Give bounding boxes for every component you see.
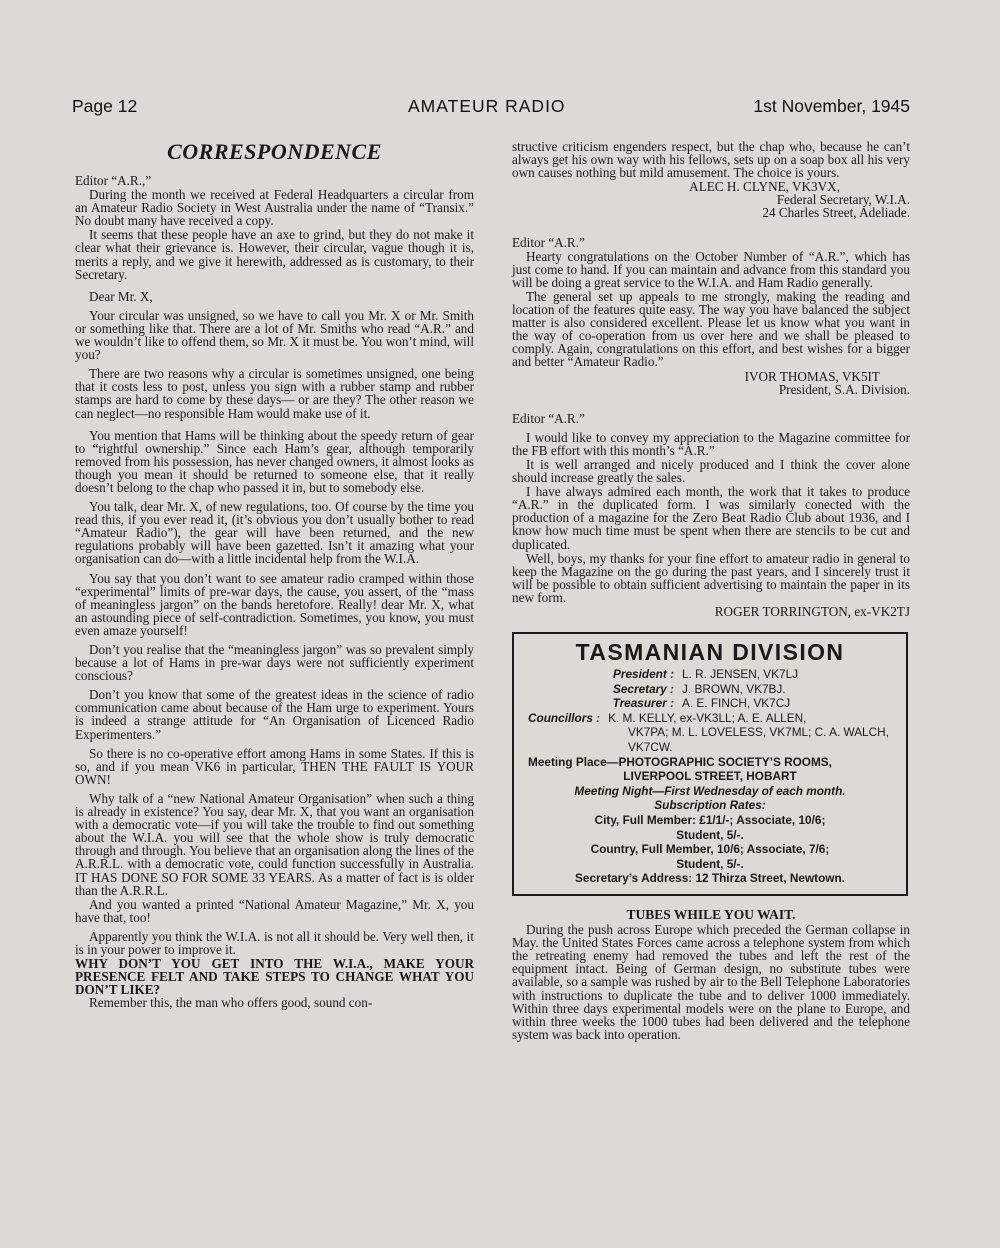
paragraph: You say that you don’t want to see amateur radio cramped within those “experimental” limits of pre-war days, the cause, you assert, of the “mass of meaningless jargon” on the bands heretofore. Really! dear Mr. X, what an astounding piece of self-contradiction. Sometimes, you know, you must even amaze yourself! [75,570,474,638]
signature-title: Federal Secretary, W.I.A. [776,192,910,208]
president-row [528,667,892,682]
meeting-night: Meeting Night—First Wednesday of each month. [574,783,846,798]
bold-paragraph: WHY DON’T YOU GET INTO THE W.I.A., MAKE YOUR PRESENCE FELT AND TAKE STEPS TO CHANGE WHAT YOU DON’T LIKE? [75,956,474,998]
article-text: During the push across Europe which preceded the German collapse in May. the United States Forces came across a telephone system from which the retreating enemy had removed the tubes and left the rest of the equipment intact. Being of German design, no substitute tubes were available, so a sample was rushed by air to the Bell Telephone Laboratories with instructions to duplicate the tube and to deliver 1000 immediately. Within three days experimental models were on the plane to Europe, and within three weeks the 1000 tubes had been delivered and the telephone system was back into operation. [512,922,910,1042]
paragraph: It seems that these people have an axe to grind, but they do not make it clear what their grievance is. However, their circular, vague though it is, merits a reply, and we give it herewith, addressed as is customary, to their Secretary. [75,227,474,282]
councillors-value-1: K. M. KELLY, ex-VK3LL; A. E. ALLEN, [608,710,807,725]
city-student: Student, 5/-. [676,827,744,842]
paragraph: Don’t you know that some of the greatest ideas in the science of radio communication came about because of the Ham urge to experiment. Yours is indeed a strange attitude for “An Organisation of Licenced Radio Experimenters.” [75,687,474,742]
secretary-row [528,682,892,697]
paragraph: During the month we received at Federal Headquarters a circular from an Amateur Radio Society in West Australia under the name of “Transix.” No doubt many have received a copy. [75,187,474,229]
secretary-label: Secretary : [613,681,674,696]
paragraph: And you wanted a printed “National Amateur Magazine,” Mr. X, you have that, too! [75,896,474,925]
signature-name: IVOR THOMAS, VK5IT [744,368,880,384]
article-heading: TUBES WHILE YOU WAIT. [626,907,796,922]
meeting-place-1: Meeting Place—PHOTOGRAPHIC SOCIETY’S ROOMS, [528,754,832,769]
meeting-place-2: LIVERPOOL STREET, HOBART [623,769,797,784]
councillors-label: Councillors : [528,710,601,725]
paragraph: Apparently you think the W.I.A. is not all it should be. Very well then, it is in your power to improve it. [75,928,474,957]
salutation: Editor “A.R.,” [75,173,152,188]
treasurer-value: A. E. FINCH, VK7CJ [682,696,791,711]
city-rates: City, Full Member: £1/1/-; Associate, 10/6; [594,813,826,828]
magazine-title: AMATEUR RADIO [408,96,566,116]
secretary-value: J. BROWN, VK7BJ. [682,681,786,696]
tasmanian-division-box [512,632,908,896]
issue-date: 1st November, 1945 [753,96,910,116]
secretary-address: Secretary’s Address: 12 Thirza Street, Newtown. [575,871,845,886]
treasurer-label: Treasurer : [612,696,674,711]
subscription-heading: Subscription Rates: [654,798,766,813]
president-value: L. R. JENSEN, VK7LJ [682,667,799,682]
president-label: President : [613,667,674,682]
page-number: Page 12 [72,96,138,116]
left-column [75,140,474,1015]
paragraph: Your circular was unsigned, so we have to call you Mr. X or Mr. Smith or something like that. There are a lot of Mr. Smiths who read “A.R.” and we wouldn’t like to offend them, so Mr. X it must be. You won’t mind, will you? [75,307,474,363]
paragraph: So there is no co-operative effort among Hams in some States. If this is so, and if you mean VK6 in particular, THEN THE FAULT IS YOUR OWN! [75,745,474,787]
paragraph: You mention that Hams will be thinking about the speedy return of gear to “rightful ownership.” Since each Ham’s gear, although temporarily removed from his possession, has never changed owners, it almost looks as though you mean it should be returned to someone else, that it really doesn’t belong to the chap who passed it in, but to somebody else. [75,427,474,495]
paragraph: There are two reasons why a circular is sometimes unsigned, one being that it costs less to post, unless you sign with a rubber stamp and rubber stamps are hard to come by these days— or are they? The other reason we can neglect—no responsible Ham would make use of it. [75,366,474,421]
page-header [72,96,910,122]
salutation: Dear Mr. X, [89,288,153,304]
paragraph: It is well arranged and nicely produced and I think the cover alone should increase greatly the sales. [512,456,910,486]
paragraph: Remember this, the man who offers good, sound con- [89,995,373,1011]
signature-name: ALEC H. CLYNE, VK3VX, [689,179,840,195]
signature-name: ROGER TORRINGTON, ex-VK2TJ [714,604,910,619]
right-column [512,140,910,1047]
paragraph: You talk, dear Mr. X, of new regulations, too. Of course by the time you read this, if you ever read it, (it’s obvious you don’t usually bother to read “Amateur Radio”), the gear will have been returned, and the new regulations probably will have been gazetted. Isn’t it amazing what your organisation can do—with a little incidental help from the W.I.A. [75,499,474,567]
paragraph: I have always admired each month, the work that it takes to produce “A.R.” in the duplicated form. I was similarly conected with the production of a magazine for the Zero Beat Radio Club about 1936, and I know how much time must be spent when there are stencils to be cut and duplicated. [512,484,910,552]
councillors-value-2: VK7PA; M. L. LOVELESS, VK7ML; C. A. WALCH, [628,725,889,740]
councillors-row [528,711,892,726]
paragraph: I would like to convey my appreciation to the Magazine committee for the FB effort with this month’s “A.R.” [512,429,910,458]
salutation: Editor “A.R.” [512,410,585,426]
paragraph: Don’t you realise that the “meaningless jargon” was so prevalent simply because a lot of Hams in pre-war days were not sufficiently experiment conscious? [75,642,474,684]
country-rates: Country, Full Member, 10/6; Associate, 7/6; [590,842,830,857]
box-title: TASMANIAN DIVISION [575,639,845,666]
salutation: Editor “A.R.” [512,234,585,250]
paragraph: Well, boys, my thanks for your fine effort to amateur radio in general to keep the Magazine on the go during the past years, and I sincerely trust it will be possible to obtain sufficient advertising to maintain the paper in its new form. [512,550,910,605]
councillors-value-3: VK7CW. [628,740,673,755]
paragraph: The general set up appeals to me strongly, making the reading and location of the features quite easy. The way you have balanced the subject matter is also considered excellent. Please let us know what you want in the way of co-operation from us over here and we shall be pleased to comply. Again, congratulations on this effort, and best wishes for a bigger and better “Amateur Radio.” [512,288,910,370]
country-student: Student, 5/-. [676,856,744,871]
paragraph: Why talk of a “new National Amateur Organisation” when such a thing is already in existence? You say, dear Mr. X, that you want an organisation with a democratic vote—if you will take the trouble to find out something about the W.I.A. you will see that the whole show is truly democratic through and through. You believe that an organisation along the lines of the A.R.R.L. with a democratic vote, could function successfully in Australia. IT HAS DONE SO FOR SOME 33 YEARS. As a matter of fact is is older than the A.R.R.L. [75,790,474,898]
signature-title: President, S.A. Division. [778,381,910,397]
treasurer-row [528,696,892,711]
paragraph: structive criticism engenders respect, but the chap who, because he can’t always get his own way with his fellows, sets up on a soap box all his very own causes nothing but mild amusement. The choice is yours. [512,139,910,181]
section-heading: CORRESPONDENCE [167,139,382,164]
signature-address: 24 Charles Street, Adeliade. [762,205,910,221]
paragraph: Hearty congratulations on the October Number of “A.R.”, which has just come to hand. If you can maintain and advance from this standard you will be doing a great service to the W.I.A. and Ham Radio generally. [512,248,910,290]
